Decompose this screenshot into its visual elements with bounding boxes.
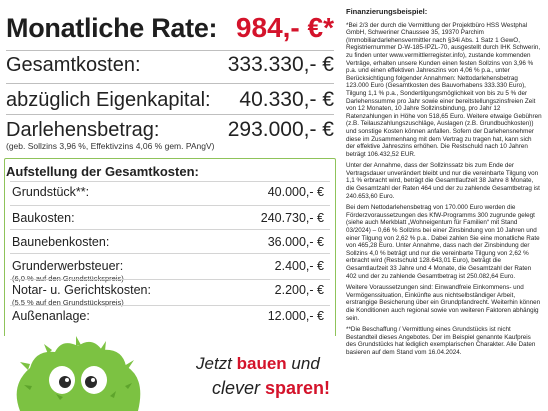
divider [10,305,330,306]
divider [10,253,330,254]
cost-item-label: Baunebenkosten: [12,235,110,249]
cost-item-label: Baukosten: [12,211,75,225]
cost-item-note: (5,5 % auf den Grundstückspreis) [12,298,124,307]
financing-paragraph: *Bei 2/3 der durch die Vermittlung der Projektbüro HSS Westphal GmbH, Schweriner Chaussee 35, 19370 Parchim (Immobiliardarlehensvermittler nach §34i Abs. 1 Satz 1 GewO, Registriernummer D-W-185-IPZL-70, ausgestellt durch IHK Schwerin, zu finden unter www.vermittlerregister.info), zustande kommenden Verträge, erhalten unsere Kunden einen festen Sollzins von 3,96 % p.a. und einen effektiven Jahreszins von 4,06 % p.a., unter Berücksichtigung folgender Annahmen: Nettodarlehensbetrag 123.000 Euro (Gesamtkosten des Bauvorhabens 333.330 Euro), Tilgung 1,1 % p.a., Sondertilgungsmöglichkeit von bis zu 5 % der Darlehenssumme pro Jahr sowie einer bereitstellungszinsfreien Zeit von 12 Monaten, 10 Jahre Sollzinsbindung, pro Jahr 12 Ratenzahlungen in Höhe von 518,65 Euro. Weitere etwaige Gebühren (z.B. Teilauszahlungszuschläge, Auslagen (z.B. Grundbuchkosten)) und sonstige Kosten können anfallen. Sofern der Darlehensnehmer diese im Zusammenhang mit dem Vertrag zu tragen hat, kann sich der effektive Jahreszins erhöhen. Die Restschuld nach 10 Jahren beträgt 106.432,52 EUR. [346,21,542,158]
cost-item-label: Notar- u. Gerichtskosten: [12,283,151,297]
divider [6,50,334,51]
divider [10,229,330,230]
divider [10,181,330,182]
total-cost-value: 333.330,- € [227,53,334,76]
equity-label: abzüglich Eigenkapital: [6,89,211,111]
loan-row [6,118,334,142]
financing-example [340,0,548,411]
cost-item-value: 36.000,- € [267,235,324,249]
cost-item [12,185,324,199]
cost-item-label: Außenanlage: [12,309,90,323]
cost-item-value: 2.400,- € [274,259,324,273]
cost-item-value: 40.000,- € [267,185,324,199]
cost-item [12,211,324,225]
financing-paragraph: Bei dem Nettodarlehensbetrag von 170.000 Euro werden die Förderzvoraussetzungen des KfW-Programms 300 zugrunde gelegt (siehe auch Merkblatt „Wohneigentum für Familien“ mit Stand 03/2024) – 0,66 % Sollzins bei einer Zinsbindung von 10 Jahren und einer Tilgung von 2,62 % p.a.. Dabei zahlen Sie eine monatliche Rate von 465,28 Euro. Unter Annahme, dass nach der Zinsbindung der Sollzins 4,0 % beträgt und nur die vereinbarte Tilgung von 2,62 % erbracht wird (Restschuld 128.643,01 Euro), beträgt die Gesamtlaufzeit 33 Jahre und 4 Monate, die Gesamtzahl der Raten 402 und der zu zahlende Gesamtbetrag ist 250.082,64 Euro. [346,204,540,280]
financing-title: Finanzierungsbeispiel: [346,7,428,16]
equity-row [6,88,334,112]
financing-paragraph: Unter der Annahme, dass der Sollzinssatz bis zum Ende der Vertragsdauer unverändert bleibt und nur die vereinbarte Tilgung von 1,1 % erbracht wird, beträgt die Gesamtlaufzeit 38 Jahre 8 Monate, die Gesamtzahl der Raten 464 und der zu zahlende Gesamtbetrag ist 240.653,60 Euro. [346,162,540,200]
financing-paragraph: Weitere Voraussetzungen sind: Einwandfreie Einkommens- und Vermögenssituation, Einkünfte aus nichtselbständiger Arbeit, erstrangige Besicherung über ein Grundpfandrecht. Weiterhin können die Konditionen auch regional sowie von weiteren Faktoren abhängig sein. [346,284,541,322]
cost-item-value: 2.200,- € [274,283,324,297]
divider [6,83,334,84]
loan-note: (geb. Sollzins 3,96 %, Effektivzins 4,06 % gem. PAngV) [6,141,215,151]
cost-item-value: 12.000,- € [267,309,324,323]
monthly-rate-value: 984,- €* [235,12,334,43]
loan-value: 293.000,- € [227,118,334,141]
cost-item-label: Grunderwerbsteuer: [12,259,124,273]
cost-breakdown-title: Aufstellung der Gesamtkosten: [6,164,199,179]
slogan-line-1: Jetzt bauen und [196,354,320,373]
cost-item-note: (6,0 % auf den Grundstückspreis) [12,274,124,283]
cost-item [12,235,324,249]
slogan-line-2: clever sparen! [212,378,331,398]
total-cost-label: Gesamtkosten: [6,54,141,76]
cost-item-label: Grundstück**: [12,185,90,199]
cost-item [12,309,324,323]
divider [10,205,330,206]
equity-value: 40.330,- € [239,88,334,111]
monthly-rate-label: Monatliche Rate: [6,13,218,43]
divider [6,114,334,115]
total-cost-row [6,53,334,77]
green-monster-mascot [0,330,160,411]
cost-item [12,283,324,307]
loan-label: Darlehensbetrag: [6,119,160,141]
financing-paragraph: **Die Beschaffung / Vermittlung eines Grundstücks ist nicht Bestandteil dieses Angebotes. Der im Beispiel genannte Kaufpreis des Grundstücks hat lediglich exemplarischen Charakter. Alle Daten basieren auf dem Stand vom 16.04.2024. [346,326,536,356]
monthly-rate-row [6,12,334,48]
cost-item-value: 240.730,- € [260,211,324,225]
divider [10,279,330,280]
